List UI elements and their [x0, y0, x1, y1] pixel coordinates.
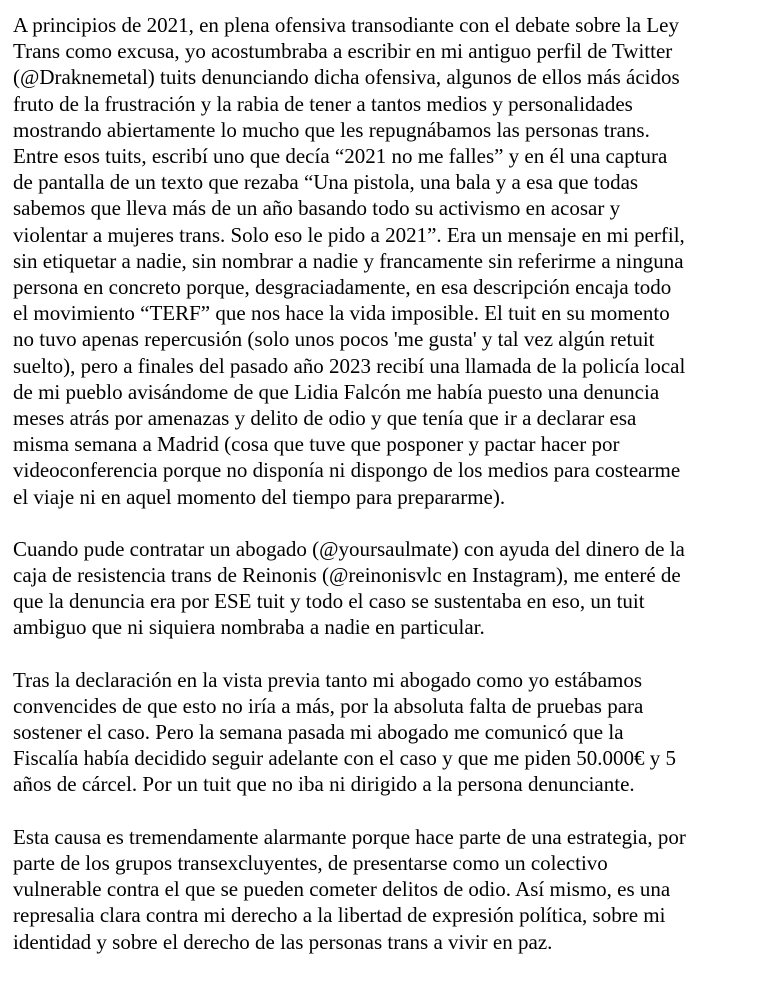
text-line: Cuando pude contratar un abogado (@yoursaulmate) con ayuda del dinero de la [13, 536, 685, 561]
text-line: convencides de que esto no iría a más, por la absoluta falta de pruebas para [13, 693, 644, 718]
text-line: sostener el caso. Pero la semana pasada mi abogado me comunicó que la [13, 720, 624, 745]
text-line: violentar a mujeres trans. Solo eso le pido a 2021”. Era un mensaje en mi perfil, [13, 222, 685, 247]
text-line: vulnerable contra el que se pueden cometer delitos de odio. Así mismo, es una [13, 877, 671, 902]
text-line: A principios de 2021, en plena ofensiva transodiante con el debate sobre la Ley [13, 13, 679, 37]
paragraph-2 [13, 536, 759, 641]
text-line: que la denuncia era por ESE tuit y todo el caso se sustentaba en eso, un tuit [13, 589, 645, 614]
text-line: Trans como excusa, yo acostumbraba a escribir en mi antiguo perfil de Twitter [13, 39, 673, 64]
text-line: de pantalla de un texto que rezaba “Una pistola, una bala y a esa que todas [13, 170, 639, 195]
text-line: videoconferencia porque no disponía ni dispongo de los medios para costearme [13, 458, 681, 483]
text-line: el viaje ni en aquel momento del tiempo para prepararme). [13, 484, 506, 509]
text-line: sabemos que lleva más de un año basando todo su activismo en acosar y [13, 196, 621, 221]
text-line: Fiscalía había decidido seguir adelante con el caso y que me piden 50.000€ y 5 [13, 746, 677, 771]
text-line: ambiguo que ni siquiera nombraba a nadie en particular. [13, 615, 485, 640]
text-line: (@Draknemetal) tuits denunciando dicha ofensiva, algunos de ellos más ácidos [13, 65, 680, 90]
text-line: no tuvo apenas repercusión (solo unos pocos 'me gusta' y tal vez algún retuit [13, 327, 655, 352]
text-line: misma semana a Madrid (cosa que tuve que posponer y pactar hacer por [13, 432, 620, 457]
text-line: parte de los grupos transexcluyentes, de presentarse como un colectivo [13, 850, 608, 875]
text-line: caja de resistencia trans de Reinonis (@reinonisvlc en Instagram), me enteré de [13, 563, 681, 588]
text-line: fruto de la frustración y la rabia de tener a tantos medios y personalidades [13, 91, 633, 116]
text-line: años de cárcel. Por un tuit que no iba ni dirigido a la persona denunciante. [13, 772, 635, 797]
text-line: suelto), pero a finales del pasado año 2023 recibí una llamada de la policía local [13, 353, 686, 378]
text-line: Entre esos tuits, escribí uno que decía “2021 no me falles” y en él una captura [13, 144, 668, 169]
text-line: Tras la declaración en la vista previa tanto mi abogado como yo estábamos [13, 667, 643, 692]
text-line: represalia clara contra mi derecho a la libertad de expresión política, sobre mi [13, 903, 666, 928]
text-line: identidad y sobre el derecho de las personas trans a vivir en paz. [13, 929, 553, 954]
text-line: meses atrás por amenazas y delito de odio y que tenía que ir a declarar esa [13, 406, 637, 431]
paragraph-3 [13, 667, 759, 798]
paragraph-1 [13, 12, 759, 510]
text-line: mostrando abiertamente lo mucho que les repugnábamos las personas trans. [13, 117, 650, 142]
text-line: persona en concreto porque, desgraciadamente, en esa descripción encaja todo [13, 275, 672, 300]
text-line: de mi pueblo avisándome de que Lidia Falcón me había puesto una denuncia [13, 379, 660, 404]
text-line: sin etiquetar a nadie, sin nombrar a nadie y francamente sin referirme a ninguna [13, 248, 684, 273]
text-line: Esta causa es tremendamente alarmante porque hace parte de una estrategia, por [13, 824, 686, 849]
text-line: el movimiento “TERF” que nos hace la vida imposible. El tuit en su momento [13, 301, 670, 326]
paragraph-4 [13, 824, 759, 955]
